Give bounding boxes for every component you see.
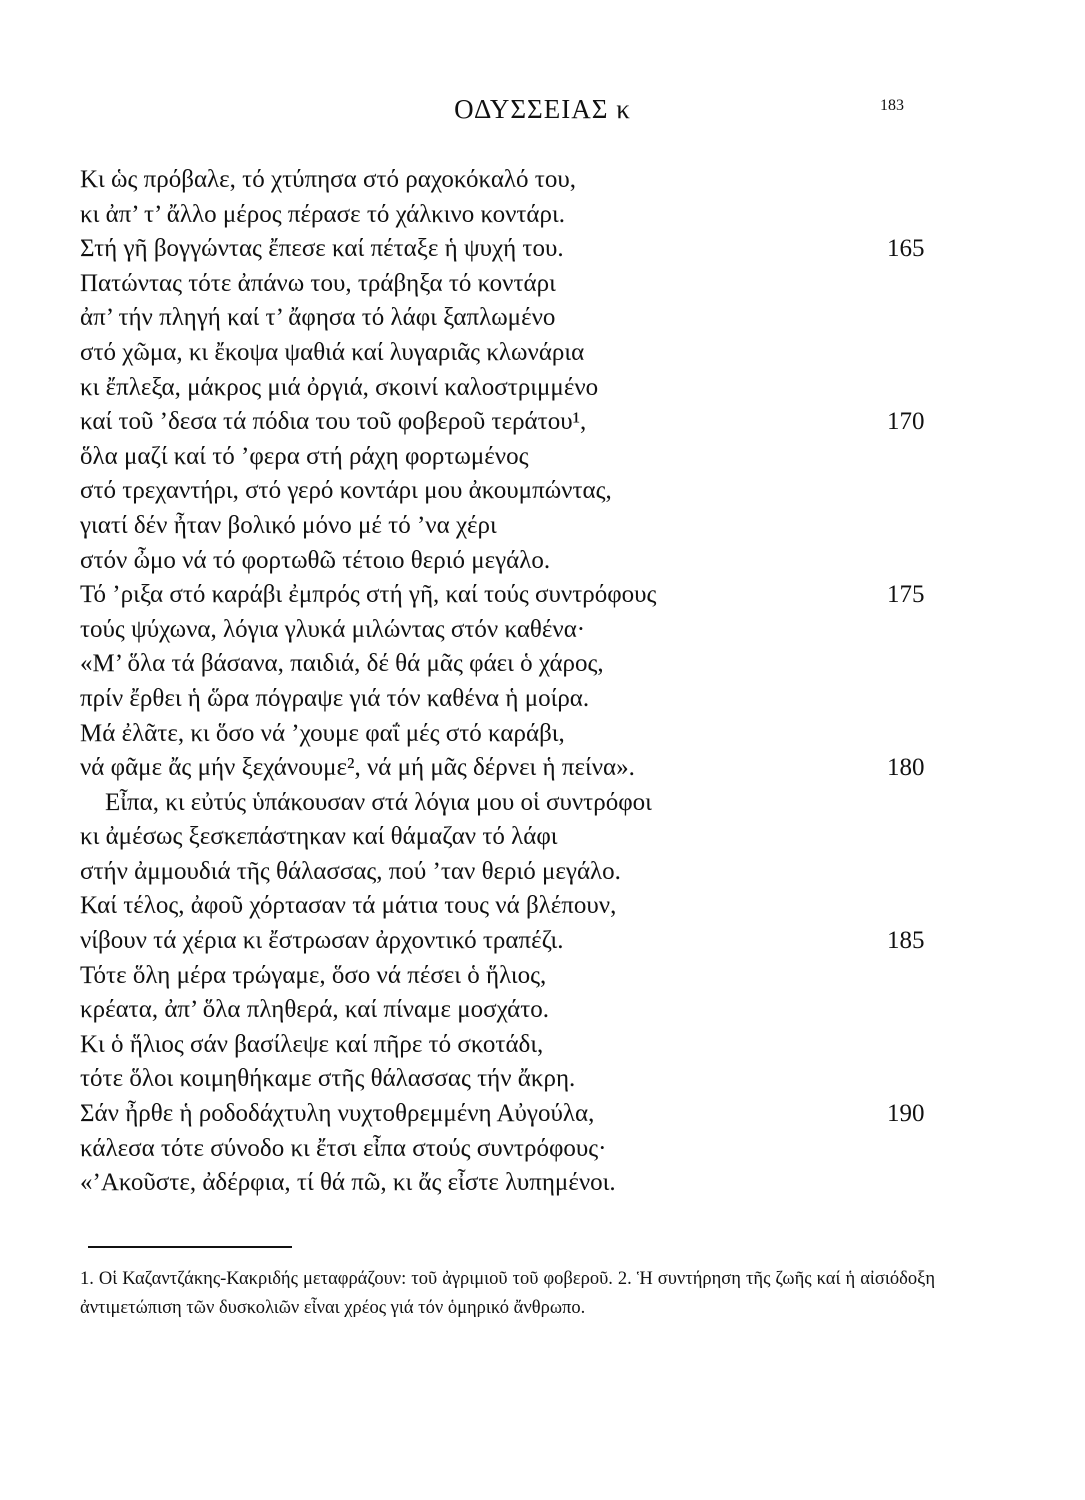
- poem-line-text: ἀπ’ τήν πληγή καί τ’ ἄφησα τό λάφι ξαπλωμένο: [80, 304, 556, 332]
- poem-line-text: Μά ἐλᾶτε, κι ὅσο νά ’χουμε φαΐ μές στό καράβι,: [80, 719, 565, 747]
- poem-line-text: γιατί δέν ἦταν βολικό μόνο μέ τό ’να χέρι: [80, 511, 497, 539]
- poem-line-text: Σάν ἦρθε ἡ ροδοδάχτυλη νυχτοθρεμμένη Αὐγούλα,: [80, 1100, 595, 1128]
- poem-line-text: Τότε ὅλη μέρα τρώγαμε, ὅσο νά πέσει ὁ ἥλιος,: [80, 961, 547, 989]
- line-number: 170: [887, 408, 925, 436]
- poem-line: [80, 1062, 940, 1097]
- poem-line: [80, 163, 940, 198]
- poem-line: [80, 717, 940, 752]
- poem-line-text: κάλεσα τότε σύνοδο κι ἔτσι εἶπα στούς συντρόφους·: [80, 1134, 607, 1162]
- poem-line: [80, 1132, 940, 1167]
- poem-line-text: κι ἀμέσως ξεσκεπάστηκαν καί θάμαζαν τό λάφι: [80, 823, 558, 851]
- poem-line-text: κι ἀπ’ τ’ ἄλλο μέρος πέρασε τό χάλκινο κοντάρι.: [80, 200, 565, 228]
- poem-line-text: καί τοῦ ’δεσα τά πόδια του τοῦ φοβεροῦ τεράτου¹,: [80, 408, 587, 436]
- line-number: 180: [887, 754, 925, 782]
- poem-line: [80, 1097, 940, 1132]
- running-head-title: ΟΔΥΣΣΕΙΑΣ κ: [454, 94, 631, 124]
- poem-line-text: στό χῶμα, κι ἔκοψα ψαθιά καί λυγαριᾶς κλωνάρια: [80, 338, 585, 366]
- line-number: 190: [887, 1100, 925, 1128]
- poem-line-text: Τό ’ριξα στό καράβι ἐμπρός στή γῆ, καί τούς συντρόφους: [80, 581, 657, 609]
- poem-line: [80, 301, 940, 336]
- poem-line: [80, 232, 940, 267]
- poem-line-text: πρίν ἔρθει ἡ ὥρα πόγραψε γιά τόν καθένα ἡ μοίρα.: [80, 684, 590, 712]
- line-number: 175: [887, 581, 925, 609]
- poem-line-text: «’Ακοῦστε, ἀδέρφια, τί θά πῶ, κι ἄς εἶστε λυπημένοι.: [80, 1169, 616, 1197]
- poem-text: [80, 163, 940, 1201]
- footnote-divider: [88, 1246, 292, 1248]
- poem-line: [80, 474, 940, 509]
- poem-line: [80, 198, 940, 233]
- poem-line: [80, 267, 940, 302]
- poem-line: [80, 440, 940, 475]
- poem-line-text: «Μ’ ὅλα τά βάσανα, παιδιά, δέ θά μᾶς φάει ὁ χάρος,: [80, 650, 604, 678]
- poem-line: [80, 405, 940, 440]
- poem-line-text: στήν ἀμμουδιά τῆς θάλασσας, πού ’ταν θεριό μεγάλο.: [80, 857, 621, 885]
- line-number: 185: [887, 927, 925, 955]
- poem-line-text: Καί τέλος, ἀφοῦ χόρτασαν τά μάτια τους νά βλέπουν,: [80, 892, 617, 920]
- poem-line: [80, 959, 940, 994]
- poem-line: [80, 578, 940, 613]
- poem-line: [80, 613, 940, 648]
- poem-line-text: στόν ὦμο νά τό φορτωθῶ τέτοιο θεριό μεγάλο.: [80, 546, 551, 574]
- poem-line: [80, 924, 940, 959]
- poem-line: [80, 1166, 940, 1201]
- poem-line-text: νά φᾶμε ἄς μήν ξεχάνουμε², νά μή μᾶς δέρνει ἡ πείνα».: [80, 754, 635, 782]
- page-number: 183: [880, 97, 904, 114]
- poem-line: [80, 786, 940, 821]
- poem-line: [80, 509, 940, 544]
- poem-line-text: Πατώντας τότε ἀπάνω του, τράβηξα τό κοντάρι: [80, 269, 556, 297]
- poem-line-text: κρέατα, ἀπ’ ὅλα πληθερά, καί πίναμε μοσχάτο.: [80, 996, 550, 1024]
- poem-line: [80, 682, 940, 717]
- footnotes: 1. Οἱ Καζαντζάκης-Κακριδής μεταφράζουν: τοῦ ἀγριμιοῦ τοῦ φοβεροῦ. 2. Ἡ συντήρηση τῆς ζωῆς καί ἡ αἰσιόδοξη ἀντιμετώπιση τῶν δυσκολιῶν εἶναι χρέος γιά τόν ὁμηρικό ἄνθρωπο.: [80, 1269, 935, 1318]
- line-number: 165: [887, 235, 925, 263]
- poem-line-text: νίβουν τά χέρια κι ἔστρωσαν ἀρχοντικό τραπέζι.: [80, 927, 564, 955]
- poem-line-text: στό τρεχαντήρι, στό γερό κοντάρι μου ἀκουμπώντας,: [80, 477, 612, 505]
- poem-line-text: τότε ὅλοι κοιμηθήκαμε στῆς θάλασσας τήν ἄκρη.: [80, 1065, 576, 1093]
- poem-line: [80, 1028, 940, 1063]
- poem-line-text: Κι ὡς πρόβαλε, τό χτύπησα στό ραχοκόκαλό του,: [80, 166, 576, 193]
- poem-line: [80, 751, 940, 786]
- poem-line-text: Εἶπα, κι εὐτύς ὑπάκουσαν στά λόγια μου οἱ συντρόφοι: [105, 788, 652, 816]
- poem-line: [80, 993, 940, 1028]
- poem-line-text: κι ἔπλεξα, μάκρος μιά ὀργιά, σκοινί καλοστριμμένο: [80, 373, 599, 401]
- poem-line: [80, 336, 940, 371]
- poem-line: [80, 855, 940, 890]
- poem-line: [80, 889, 940, 924]
- poem-line-text: τούς ψύχωνα, λόγια γλυκά μιλώντας στόν καθένα·: [80, 615, 586, 643]
- poem-line: [80, 647, 940, 682]
- poem-line-text: ὅλα μαζί καί τό ’φερα στή ράχη φορτωμένος: [80, 442, 529, 470]
- poem-line: [80, 371, 940, 406]
- poem-line-text: Κι ὁ ἥλιος σάν βασίλεψε καί πῆρε τό σκοτάδι,: [80, 1030, 544, 1058]
- poem-line: [80, 820, 940, 855]
- poem-line-text: Στή γῆ βογγώντας ἔπεσε καί πέταξε ἡ ψυχή του.: [80, 235, 564, 263]
- poem-line: [80, 544, 940, 579]
